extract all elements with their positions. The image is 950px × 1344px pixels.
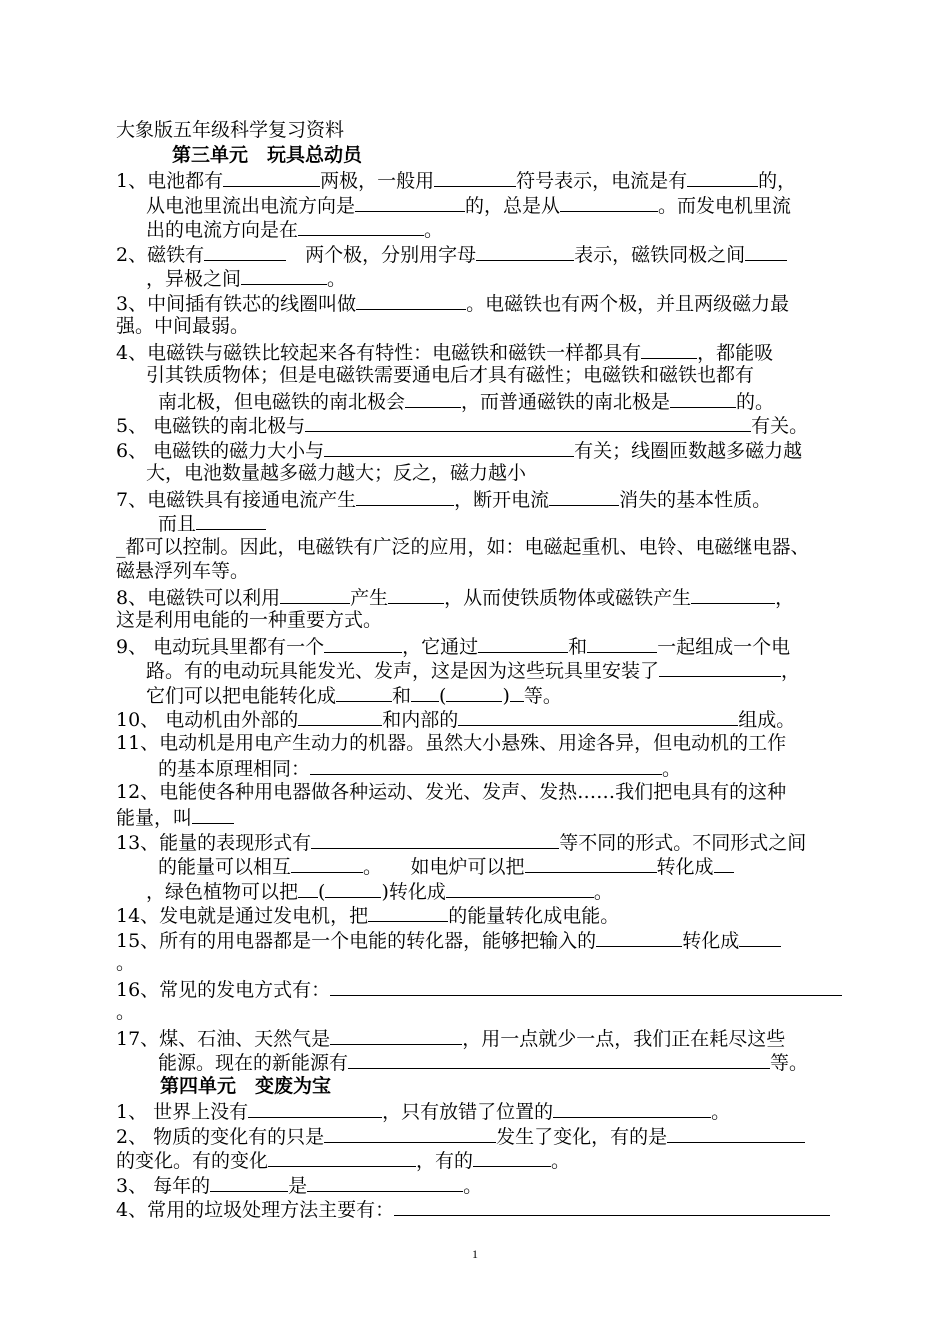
u3-line-33: 。: [116, 952, 136, 974]
u3-line-25: 的基本原理相同： 。: [116, 755, 861, 780]
u3-line-8: 4、电磁铁与磁铁比较起来各有特性：电磁铁和磁铁一样都具有 ，都能吸: [116, 339, 861, 364]
u3-line-34: 16、常见的发电方式有：: [116, 976, 861, 1001]
u4-line-2: 2、 物质的变化有的只是 发生了变化，有的是: [116, 1123, 861, 1148]
u3-line-7: 强。中间最弱。: [116, 315, 250, 337]
u3-line-21: 路。有的电动玩具能发光、发声，这是因为这些玩具里安装了 ，: [116, 657, 861, 682]
page-number: 1: [472, 1247, 478, 1261]
u3-line-9: 引其铁质物体；但是电磁铁需要通电后才具有磁性；电磁铁和磁铁也都有: [146, 364, 755, 386]
u3-line-15: 而且: [116, 510, 861, 535]
u4-line-5: 4、常用的垃圾处理方法主要有：: [116, 1196, 861, 1221]
u3-line-37: 能源。现在的新能源有 等。: [116, 1049, 861, 1074]
u3-line-35: 。: [116, 1001, 136, 1023]
u4-line-1: 1、 世界上没有 ，只有放错了位置的 。: [116, 1098, 861, 1123]
u3-line-10: 南北极，但电磁铁的南北极会 ，而普通磁铁的南北极是 的。: [116, 388, 861, 413]
u3-line-22: 它们可以把电能转化成 和 ( ) 等。: [116, 682, 861, 707]
u3-line-6: 3、中间插有铁芯的线圈叫做 。电磁铁也有两个极，并且两级磁力最: [116, 290, 861, 315]
u3-line-2: 从电池里流出电流方向是 的，总是从 。而发电机里流: [116, 192, 861, 217]
u3-line-14: 7、电磁铁具有接通电流产生 ，断开电流 消失的基本性质。: [116, 486, 861, 511]
u3-line-17: 磁悬浮列车等。: [116, 560, 250, 582]
u3-line-5: ，异极之间 。: [116, 265, 861, 290]
u3-line-18: 8、电磁铁可以利用 产生 ，从而使铁质物体或磁铁产生 ，: [116, 584, 861, 609]
u3-line-28: 13、能量的表现形式有 等不同的形式。不同形式之间: [116, 829, 861, 854]
u3-line-26: 12、电能使各种用电器做各种运动、发光、发声、发热……我们把电具有的这种: [116, 780, 787, 803]
u4-line-4: 3、 每年的 是 。: [116, 1172, 861, 1197]
u3-line-20: 9、 电动玩具里都有一个 ，它通过 和 一起组成一个电: [116, 633, 861, 658]
u3-line-16: _都可以控制。因此，电磁铁有广泛的应用，如：电磁起重机、电铃、电磁继电器、: [116, 535, 810, 558]
u3-line-30: ，绿色植物可以把 ( )转化成 。: [116, 878, 861, 903]
u3-line-23: 10、 电动机由外部的 和内部的 组成。: [116, 706, 861, 731]
u3-line-13: 大，电池数量越多磁力越大；反之，磁力越小: [146, 462, 527, 484]
u4-line-3: 的变化。有的变化 ，有的 。: [116, 1147, 861, 1172]
u3-line-3: 出的电流方向是在 。: [116, 216, 861, 241]
u3-line-29: 的能量可以相互 。 如电炉可以把 转化成: [116, 853, 861, 878]
u3-line-11: 5、 电磁铁的南北极与 有关。: [116, 412, 861, 437]
u3-line-19: 这是利用电能的一种重要方式。: [116, 609, 383, 631]
u3-line-4: 2、磁铁有 两个极，分别用字母 表示，磁铁同极之间: [116, 241, 861, 266]
u3-line-36: 17、煤、石油、天然气是 ，用一点就少一点，我们正在耗尽这些: [116, 1025, 861, 1050]
doc-title: 大象版五年级科学复习资料: [116, 119, 345, 141]
u3-line-24: 11、电动机是用电产生动力的机器。虽然大小悬殊、用途各异，但电动机的工作: [116, 731, 787, 754]
unit3-heading: 第三单元 玩具总动员: [172, 143, 363, 166]
u3-line-32: 15、所有的用电器都是一个电能的转化器，能够把输入的 转化成: [116, 927, 861, 952]
u3-line-27: 能量，叫: [116, 804, 861, 829]
document-body: [116, 118, 861, 1221]
u3-line-1: 1、电池都有 两极，一般用 符号表示，电流是有 的，: [116, 167, 861, 192]
u3-line-31: 14、发电就是通过发电机，把 的能量转化成电能。: [116, 902, 861, 927]
unit4-heading: 第四单元 变废为宝: [160, 1074, 332, 1097]
u3-line-12: 6、 电磁铁的磁力大小与 有关；线圈匝数越多磁力越: [116, 437, 861, 462]
